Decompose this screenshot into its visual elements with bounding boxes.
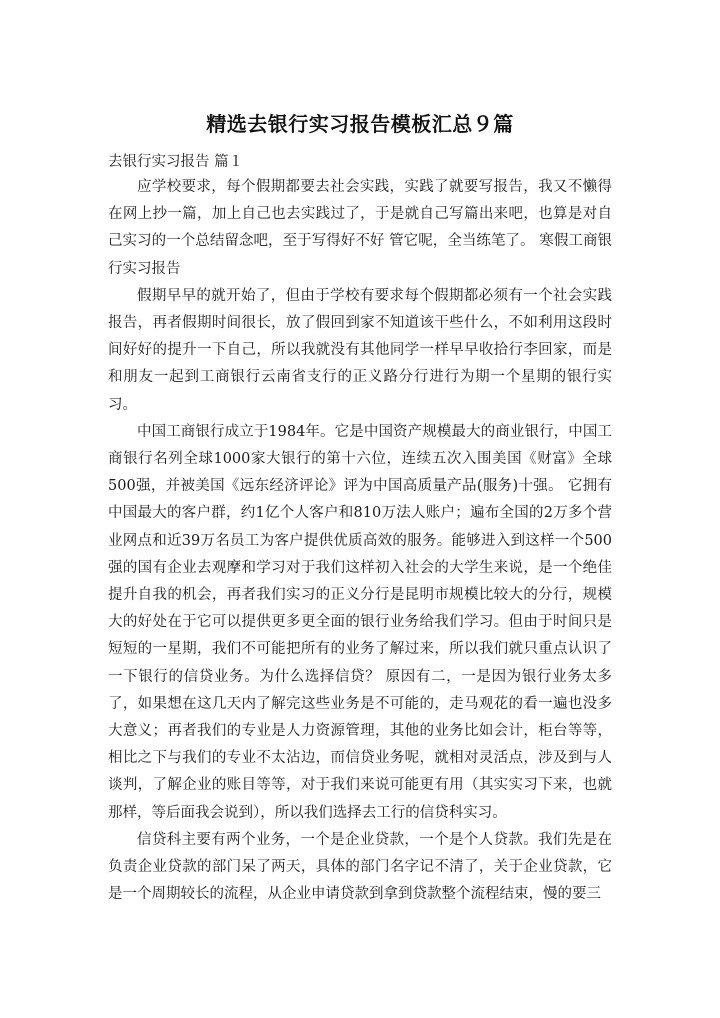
document-title: 精选去银行实习报告模板汇总９篇	[206, 112, 514, 136]
document-body	[108, 174, 612, 908]
body-paragraph: 信贷科主要有两个业务，一个是企业贷款，一个是个人贷款。我们先是在负责企业贷款的部门呆了两天，具体的部门名字记不清了，关于企业贷款，它是一个周期较长的流程，从企业申请贷款到拿到贷款整个流程结束，慢的要三	[108, 831, 612, 903]
body-paragraph: 中国工商银行成立于1984年。它是中国资产规模最大的商业银行，中国工商银行名列全球1000家大银行的第十六位，连续五次入围美国《财富》全球500强，并被美国《远东经济评论》评为中国高质量产品(服务)十强。 它拥有中国最大的客户群，约1亿个人客户和810万法人账户；遍布全国的2万多个营业网点和近39万名员工为客户提供优质高效的服务。能够进入到这样一个500强的国有企业去观摩和学习对于我们这样初入社会的大学生来说，是一个绝佳提升自我的机会，再者我们实习的正义分行是昆明市规模比较大的分行，规模大的好处在于它可以提供更多更全面的银行业务给我们学习。但由于时间只是短短的一星期，我们不可能把所有的业务了解过来，所以我们就只重点认识了一下银行的信贷业务。为什么选择信贷？ 原因有二，一是因为银行业务太多了，如果想在这几天内了解完这些业务是不可能的，走马观花的看一遍也没多大意义；再者我们的专业是人力资源管理，其他的业务比如会计，柜台等等，相比之下与我们的专业不太沾边，而信贷业务呢，就相对灵活点，涉及到与人谈判，了解企业的账目等等，对于我们来说可能更有用（其实实习下来，也就那样，等后面我会说到），所以我们选择去工行的信贷科实习。	[108, 423, 612, 821]
body-paragraph: 假期早早的就开始了，但由于学校有要求每个假期都必须有一个社会实践报告，再者假期时间很长，放了假回到家不知道该干些什么，不如利用这段时间好好的提升一下自己，所以我就没有其他同学一样早早收拾行李回家，而是和朋友一起到工商银行云南省支行的正义路分行进行为期一个星期的银行实习。	[108, 287, 612, 413]
section-heading: 去银行实习报告 篇１	[108, 154, 244, 170]
body-paragraph: 应学校要求，每个假期都要去社会实践，实践了就要写报告，我又不懒得在网上抄一篇，加上自己也去实践过了，于是就自己写篇出来吧，也算是对自己实习的一个总结留念吧，至于写得好不好 管它呢，全当练笔了。 寒假工商银行实习报告	[108, 179, 612, 277]
